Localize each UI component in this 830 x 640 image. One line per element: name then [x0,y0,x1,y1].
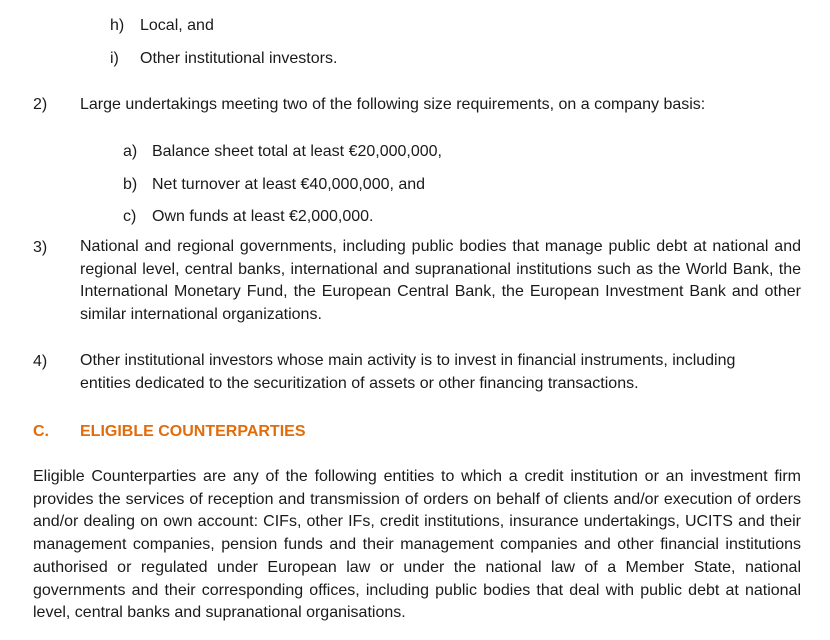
section-title: ELIGIBLE COUNTERPARTIES [80,423,306,440]
sub-label-a: a) [123,143,138,160]
sub-item-c: Own funds at least €2,000,000. [152,208,374,225]
list-item-2: Large undertakings meeting two of the following size requirements, on a company basis: [80,96,706,113]
list-number-2: 2) [33,96,48,113]
sub-item-b: Net turnover at least €40,000,000, and [152,176,426,193]
list-label-i: i) [110,50,119,67]
section-letter: C. [33,423,49,440]
sub-label-b: b) [123,176,138,193]
list-item-h: Local, and [140,17,214,34]
sub-item-a: Balance sheet total at least €20,000,000, [152,143,442,160]
body-paragraph: Eligible Counterparties are any of the following entities to which a credit institution or an investment firm provides the services of reception and transmission of orders on behalf of clients and/or execution of orders and/or dealing on own account: CIFs, other IFs, credit institutions, insurance undertakings, UCITS and their management companies, pension funds and their management companies and other financial institutions authorised or regulated under European law or under the national law of a Member State, national governments and their corresponding offices, including public bodies that deal with public debt at national level, central banks and supranational organisations. [33,468,801,622]
list-item-3: National and regional governments, including public bodies that manage public debt at national and regional level, central banks, international and supranational institutions such as the World Bank, the International Monetary Fund, the European Central Bank, the European Investment Bank and other similar international organizations. [80,238,801,324]
sub-label-c: c) [123,208,137,225]
list-item-4: Other institutional investors whose main activity is to invest in financial instruments, including entities dedicated to the securitization of assets or other financing transactions. [80,352,736,392]
list-item-i: Other institutional investors. [140,50,338,67]
list-label-h: h) [110,17,125,34]
list-number-3: 3) [33,239,48,256]
list-number-4: 4) [33,353,48,370]
